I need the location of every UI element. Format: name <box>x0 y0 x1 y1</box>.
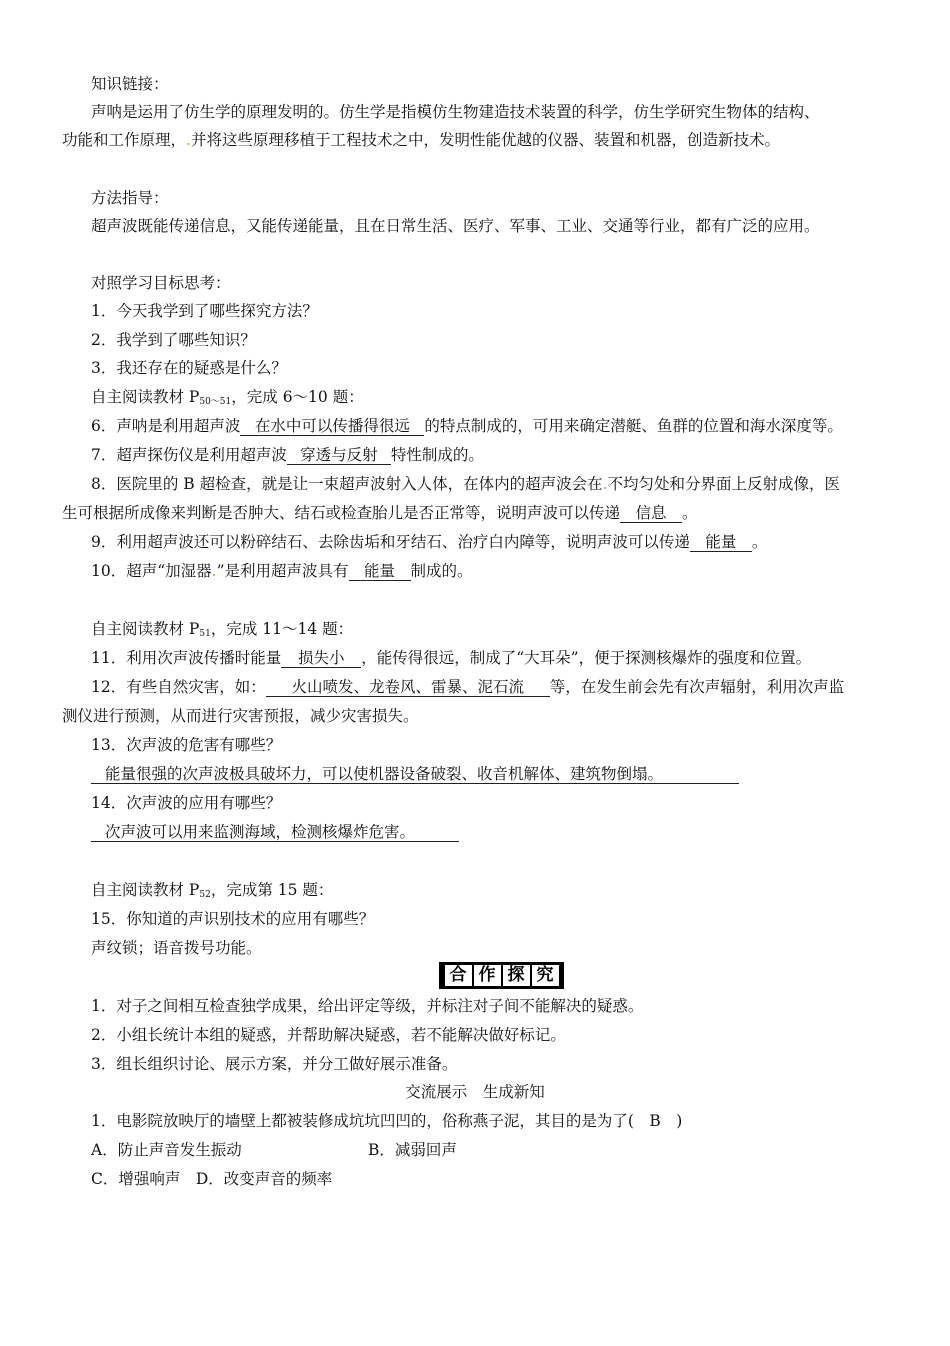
reflect-q2: 2．我学到了哪些知识？ <box>91 331 256 349</box>
question-12-line-2: 测仪进行预测，从而进行灾害预报，减少灾害损失。 <box>62 707 419 725</box>
knowledge-heading: 知识链接： <box>91 75 169 93</box>
answer-7: 穿透与反射 <box>287 446 391 465</box>
reading-instruction-2: 自主阅读教材 $P_{51}$，完成 11～14 题： <box>91 620 354 639</box>
question-12: 12．有些自然灾害，如： 火山喷发、龙卷风、雷暴、泥石流 等，在发生前会先有次声辐射，利用次声监 <box>91 678 845 696</box>
answer-9: 能量 <box>690 533 752 552</box>
answer-14: 次声波可以用来监测海域，检测核爆炸危害。 <box>91 822 459 842</box>
knowledge-line-1: 声呐是运用了仿生学的原理发明的。仿生学是指模仿生物建造技术装置的科学，仿生学研究生物体的结构、 <box>91 103 820 121</box>
mcq-options-c-d: C．增强响声 D．改变声音的频率 <box>91 1170 333 1188</box>
mcq-stem: 1．电影院放映厅的墙壁上都被装修成坑坑凹凹的，俗称燕子泥，其目的是为了( B ) <box>91 1112 683 1130</box>
reading-instruction-3: 自主阅读教材 $P_{52}$，完成第 15 题： <box>91 881 334 900</box>
question-10: 10．超声“加湿器.”是利用超声波具有 能量 制成的。 <box>91 562 473 580</box>
question-11: 11．利用次声波传播时能量 损失小 ，能传得很远，制成了“大耳朵”，便于探测核爆炸的强度和位置。 <box>91 649 812 667</box>
mcq-option-b: B．减弱回声 <box>368 1141 457 1159</box>
method-heading: 方法指导： <box>91 189 169 207</box>
question-7: 7．超声探伤仪是利用超声波 穿透与反射 特性制成的。 <box>91 446 484 464</box>
question-8-line-2: 生可根据所成像来判断是否肿大、结石或检查胎儿是否正常等，说明声波可以传递 信息 。 <box>62 504 698 522</box>
coop-instruction-3: 3．组长组织讨论、展示方案，并分工做好展示准备。 <box>91 1055 458 1073</box>
reflect-q1: 1．今天我学到了哪些探究方法？ <box>91 302 318 320</box>
coop-instruction-1: 1．对子之间相互检查独学成果，给出评定等级，并标注对子间不能解决的疑惑。 <box>91 997 644 1015</box>
badge-char: 探 <box>503 965 530 986</box>
method-text: 超声波既能传递信息，又能传递能量，且在日常生活、医疗、军事、工业、交通等行业，都有广泛的应用。 <box>91 217 820 235</box>
question-14: 14．次声波的应用有哪些？ <box>91 794 282 812</box>
answer-12: 火山喷发、龙卷风、雷暴、泥石流 <box>266 678 550 697</box>
reading-instruction-1: 自主阅读教材 $P_{50\sim 51}$，完成 6～10 题： <box>91 388 364 407</box>
badge-char: 究 <box>532 965 559 986</box>
badge-char: 作 <box>474 965 501 986</box>
question-8-line-1: 8．医院里的 B 超检查，就是让一束超声波射入人体，在体内的超声波会在.不均匀处和分界面上反射成像，医 <box>91 475 841 493</box>
mcq-option-a: A．防止声音发生振动 <box>91 1141 242 1159</box>
question-15: 15．你知道的声识别技术的应用有哪些？ <box>91 910 375 928</box>
reflect-heading: 对照学习目标思考： <box>91 274 231 292</box>
badge-char: 合 <box>445 965 472 986</box>
question-13: 13．次声波的危害有哪些？ <box>91 736 282 754</box>
knowledge-line-2: 功能和工作原理，.并将这些原理移植于工程技术之中，发明性能优越的仪器、装置和机器，创造新技术。 <box>62 131 780 149</box>
coop-instruction-2: 2．小组长统计本组的疑惑，并帮助解决疑惑，若不能解决做好标记。 <box>91 1026 566 1044</box>
question-6: 6．声呐是利用超声波 在水中可以传播得很远 的特点制成的，可用来确定潜艇、鱼群的位置和海水深度等。 <box>91 417 843 435</box>
cooperative-inquiry-badge <box>439 962 564 989</box>
question-9: 9．利用超声波还可以粉碎结石、去除齿垢和牙结石、治疗白内障等，说明声波可以传递 能量 。 <box>91 533 768 551</box>
answer-13: 能量很强的次声波极具破坏力，可以使机器设备破裂、收音机解体、建筑物倒塌。 <box>91 764 739 784</box>
exchange-section-title: 交流展示 生成新知 <box>405 1083 545 1101</box>
answer-6: 在水中可以传播得很远 <box>240 417 424 436</box>
answer-10: 能量 <box>349 562 411 581</box>
answer-15: 声纹锁；语音拨号功能。 <box>91 939 262 957</box>
answer-11: 损失小 <box>281 649 361 668</box>
answer-8: 信息 <box>620 504 682 523</box>
reflect-q3: 3．我还存在的疑惑是什么？ <box>91 359 287 377</box>
